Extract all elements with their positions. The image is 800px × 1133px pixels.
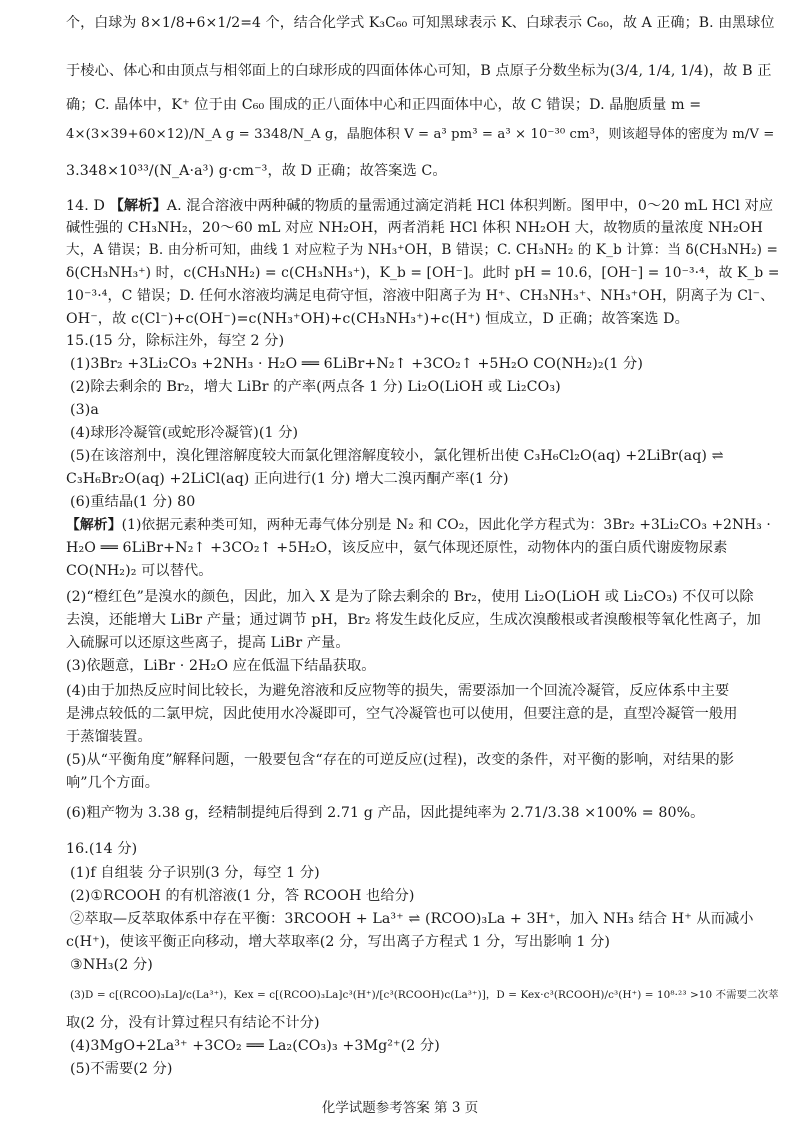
q16-answer-2c: c(H⁺)，使该平衡正向移动，增大萃取率(2 分，写出离子方程式 1 分，写出影响 1 分) — [66, 934, 610, 950]
q16-answer-2a: (2)①RCOOH 的有机溶液(1 分，答 RCOOH 也给分) — [70, 888, 415, 904]
q15-heading: 15.(15 分，除标注外，每空 2 分) — [66, 333, 285, 349]
q15-explain-2c: 入硫脲可以还原这些离子，提高 LiBr 产量。 — [66, 635, 350, 651]
q13-line-5: 3.348×10³³/(N_A·a³) g·cm⁻³，故 D 正确；故答案选 C。 — [66, 163, 447, 179]
q15-answer-5b: C₃H₆Br₂O(aq) +2LiCl(aq) 正向进行(1 分) 增大二溴丙酮产率(1 分) — [66, 471, 509, 487]
q13-line-2: 于棱心、体心和由顶点与相邻面上的白球形成的四面体体心可知，B 点原子分数坐标为(3/4, 1/4, 1/4)，故 B 正 — [66, 63, 772, 79]
q15-answer-3: (3)a — [70, 402, 99, 418]
q15-explain-5b: 响”几个方面。 — [66, 775, 160, 791]
q14-line-1 — [66, 197, 774, 215]
q15-explain-1c: CO(NH₂)₂ 可以替代。 — [66, 563, 213, 579]
q16-heading: 16.(14 分) — [66, 841, 138, 857]
q15-answer-1: (1)3Br₂ +3Li₂CO₃ +2NH₃ · H₂O ══ 6LiBr+N₂↑ +3CO₂↑ +5H₂O CO(NH₂)₂(1 分) — [70, 356, 643, 372]
q15-explain-1a — [66, 516, 771, 534]
q16-answer-1: (1)f 自组装 分子识别(3 分，每空 1 分) — [70, 865, 320, 881]
q15-explain-3: (3)依题意，LiBr · 2H₂O 应在低温下结晶获取。 — [66, 658, 376, 674]
q15-answer-4: (4)球形冷凝管(或蛇形冷凝管)(1 分) — [70, 425, 299, 441]
q15-answer-5a: (5)在该溶剂中，溴化锂溶解度较大而氯化锂溶解度较小，氯化锂析出使 C₃H₆Cl₂O(aq) +2LiBr(aq) ⇌ — [70, 448, 724, 464]
q15-explain-2a: (2)“橙红色”是溴水的颜色，因此，加入 X 是为了除去剩余的 Br₂，使用 Li₂O(LiOH 或 Li₂CO₃) 不仅可以除 — [66, 589, 754, 605]
q15-analysis-tag: 【解析】 — [66, 517, 122, 533]
q14-line-4: δ(CH₃NH₃⁺) 时，c(CH₃NH₂) = c(CH₃NH₃⁺)，K_b = [OH⁻]。此时 pH = 10.6，[OH⁻] = 10⁻³·⁴，故 K_b = — [66, 265, 780, 281]
q16-answer-3b: 取(2 分，没有计算过程只有结论不计分) — [66, 1015, 320, 1031]
q15-answer-6: (6)重结晶(1 分) 80 — [70, 494, 196, 510]
q15-explain-2b: 去溴，还能增大 LiBr 产量；通过调节 pH，Br₂ 将发生歧化反应，生成次溴酸根或者溴酸根等氧化性离子，加 — [66, 612, 761, 628]
q15-explain-4b: 是沸点较低的二氯甲烷，因此使用水冷凝即可，空气冷凝管也可以使用，但要注意的是，直型冷凝管一般用 — [66, 706, 738, 722]
q13-line-3: 确；C. 晶体中，K⁺ 位于由 C₆₀ 围成的正八面体中心和正四面体中心，故 C 错误；D. 晶胞质量 m = — [66, 97, 702, 113]
q14-line-6: OH⁻，故 c(Cl⁻)+c(OH⁻)=c(NH₃⁺OH)+c(CH₃NH₃⁺)+c(H⁺) 恒成立，D 正确；故答案选 D。 — [66, 311, 689, 327]
q14-text-1: A. 混合溶液中两种碱的物质的量需通过滴定消耗 HCl 体积判断。图甲中，0～20 mL HCl 对应 — [166, 198, 774, 214]
q14-line-2: 碱性强的 CH₃NH₂，20～60 mL 对应 NH₂OH，两者消耗 HCl 体积 NH₂OH 大，故物质的量浓度 NH₂OH — [66, 220, 763, 236]
q15-explain-1a-text: (1)依据元素种类可知，两种无毒气体分别是 N₂ 和 CO₂，因此化学方程式为：3Br₂ +3Li₂CO₃ +2NH₃ · — [121, 517, 771, 533]
q14-answer: 14. D — [66, 198, 105, 214]
page-footer: 化学试题参考答案 第 3 页 — [321, 1100, 479, 1116]
q14-line-5: 10⁻³·⁴，C 错误；D. 任何水溶液均满足电荷守恒，溶液中阳离子为 H⁺、CH₃NH₃⁺、NH₃⁺OH，阴离子为 Cl⁻、 — [66, 288, 775, 304]
q15-explain-4a: (4)由于加热反应时间比较长，为避免溶液和反应物等的损失，需要添加一个回流冷凝管，反应体系中主要 — [66, 683, 730, 699]
q15-answer-2: (2)除去剩余的 Br₂，增大 LiBr 的产率(两点各 1 分) Li₂O(LiOH 或 Li₂CO₃) — [70, 379, 561, 395]
q14-analysis-tag: 【解析】 — [109, 198, 167, 214]
q13-line-4: 4×(3×39+60×12)/N_A g = 3348/N_A g，晶胞体积 V = a³ pm³ = a³ × 10⁻³⁰ cm³，则该超导体的密度为 m/V = — [66, 127, 775, 142]
q16-answer-4: (4)3MgO+2La³⁺ +3CO₂ ══ La₂(CO₃)₃ +3Mg²⁺(2 分) — [70, 1038, 440, 1054]
q16-answer-3a: (3)D = c[(RCOO)₃La]/c(La³⁺)，Kex = c[(RCOO)₃La]c³(H⁺)/[c³(RCOOH)c(La³⁺)]，D = Kex·c³(RCOOH)/c³(H⁺) = 10⁸·²³ >10 不需要二次萃 — [70, 989, 779, 1001]
q15-explain-5a: (5)从“平衡角度”解释问题，一般要包含“存在的可逆反应(过程)，改变的条件，对平衡的影响，对结果的影 — [66, 752, 735, 768]
q16-answer-5: (5)不需要(2 分) — [70, 1061, 173, 1077]
q15-explain-4c: 于蒸馏装置。 — [66, 729, 152, 745]
q13-line-1: 个，白球为 8×1/8+6×1/2=4 个，结合化学式 K₃C₆₀ 可知黑球表示 K、白球表示 C₆₀，故 A 正确；B. 由黑球位 — [66, 15, 775, 31]
q16-answer-2b: ②萃取—反萃取体系中存在平衡：3RCOOH + La³⁺ ⇌ (RCOO)₃La + 3H⁺，加入 NH₃ 结合 H⁺ 从而减小 — [70, 911, 754, 927]
q16-answer-2d: ③NH₃(2 分) — [70, 957, 153, 973]
q14-line-3: 大，A 错误；B. 由分析可知，曲线 1 对应粒子为 NH₃⁺OH，B 错误；C. CH₃NH₂ 的 K_b 计算：当 δ(CH₃NH₂) = — [66, 242, 779, 258]
q15-explain-6: (6)粗产物为 3.38 g，经精制提纯后得到 2.71 g 产品，因此提纯率为 2.71/3.38 ×100% = 80%。 — [66, 805, 705, 821]
q15-explain-1b: H₂O ══ 6LiBr+N₂↑ +3CO₂↑ +5H₂O，该反应中，氨气体现还原性，动物体内的蛋白质代谢废物尿素 — [66, 540, 728, 556]
